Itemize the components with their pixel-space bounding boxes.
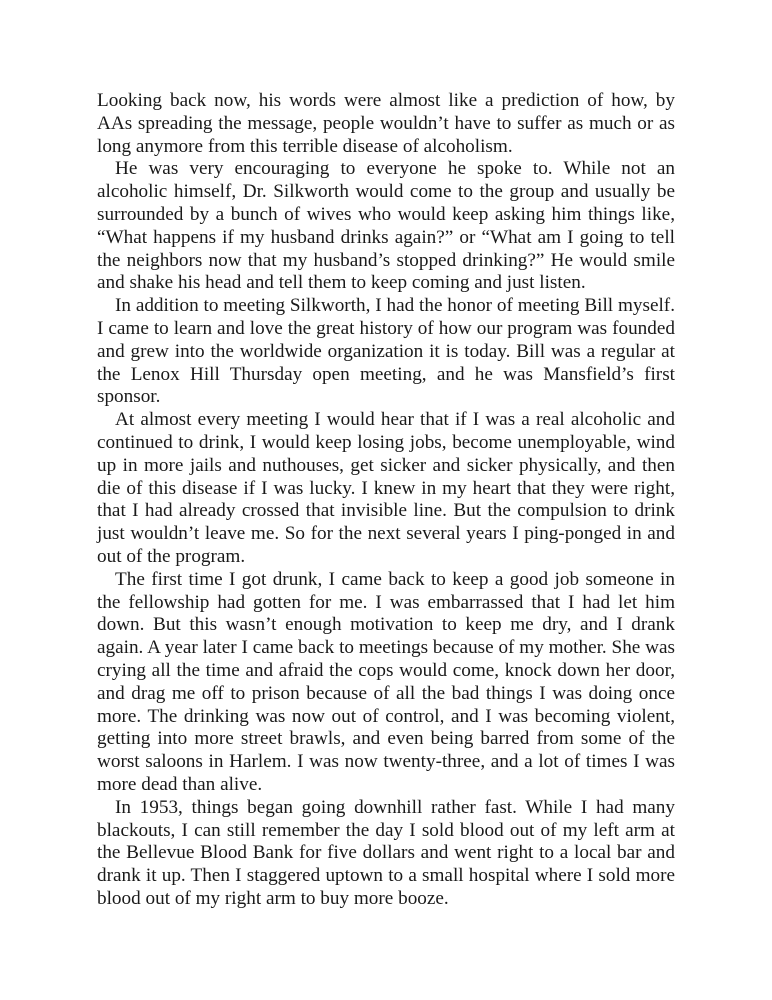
paragraph-1: Looking back now, his words were almost like a prediction of how, by AAs spreading the message, people wouldn’t have to suffer as much or as long anymore from this terrible disease of alcoholism.: [97, 90, 675, 157]
paragraph-6: In 1953, things began going downhill rather fast. While I had many blackouts, I can still remember the day I sold blood out of my left arm at the Bellevue Blood Bank for five dollars and went right to a local bar and drank it up. Then I staggered uptown to a small hospital where I sold more blood out of my right arm to buy more booze.: [97, 796, 675, 909]
book-page-body: [97, 90, 675, 911]
paragraph-5: The first time I got drunk, I came back to keep a good job someone in the fellowship had gotten for me. I was embarrassed that I had let him down. But this wasn’t enough motivation to keep me dry, and I drank again. A year later I came back to meetings because of my mother. She was crying all the time and afraid the cops would come, knock down her door, and drag me off to prison because of all the bad things I was doing once more. The drinking was now out of control, and I was becoming violent, getting into more street brawls, and even being barred from some of the worst saloons in Harlem. I was now twenty-three, and a lot of times I was more dead than alive.: [97, 568, 675, 795]
paragraph-3: In addition to meeting Silkworth, I had the honor of meeting Bill myself. I came to learn and love the great history of how our program was founded and grew into the worldwide organization it is today. Bill was a regular at the Lenox Hill Thursday open meeting, and he was Mansfield’s first sponsor.: [97, 295, 675, 408]
paragraph-4: At almost every meeting I would hear that if I was a real alcoholic and continued to drink, I would keep losing jobs, become unemployable, wind up in more jails and nuthouses, get sicker and sicker physically, and then die of this disease if I was lucky. I knew in my heart that they were right, that I had already crossed that invisible line. But the compulsion to drink just wouldn’t leave me. So for the next several years I ping-ponged in and out of the program.: [97, 409, 675, 567]
paragraph-2: He was very encouraging to everyone he spoke to. While not an alcoholic himself, Dr. Silkworth would come to the group and usually be surrounded by a bunch of wives who would keep asking him things like, “What happens if my husband drinks again?” or “What am I going to tell the neighbors now that my husband’s stopped drinking?” He would smile and shake his head and tell them to keep coming and just listen.: [97, 158, 675, 294]
